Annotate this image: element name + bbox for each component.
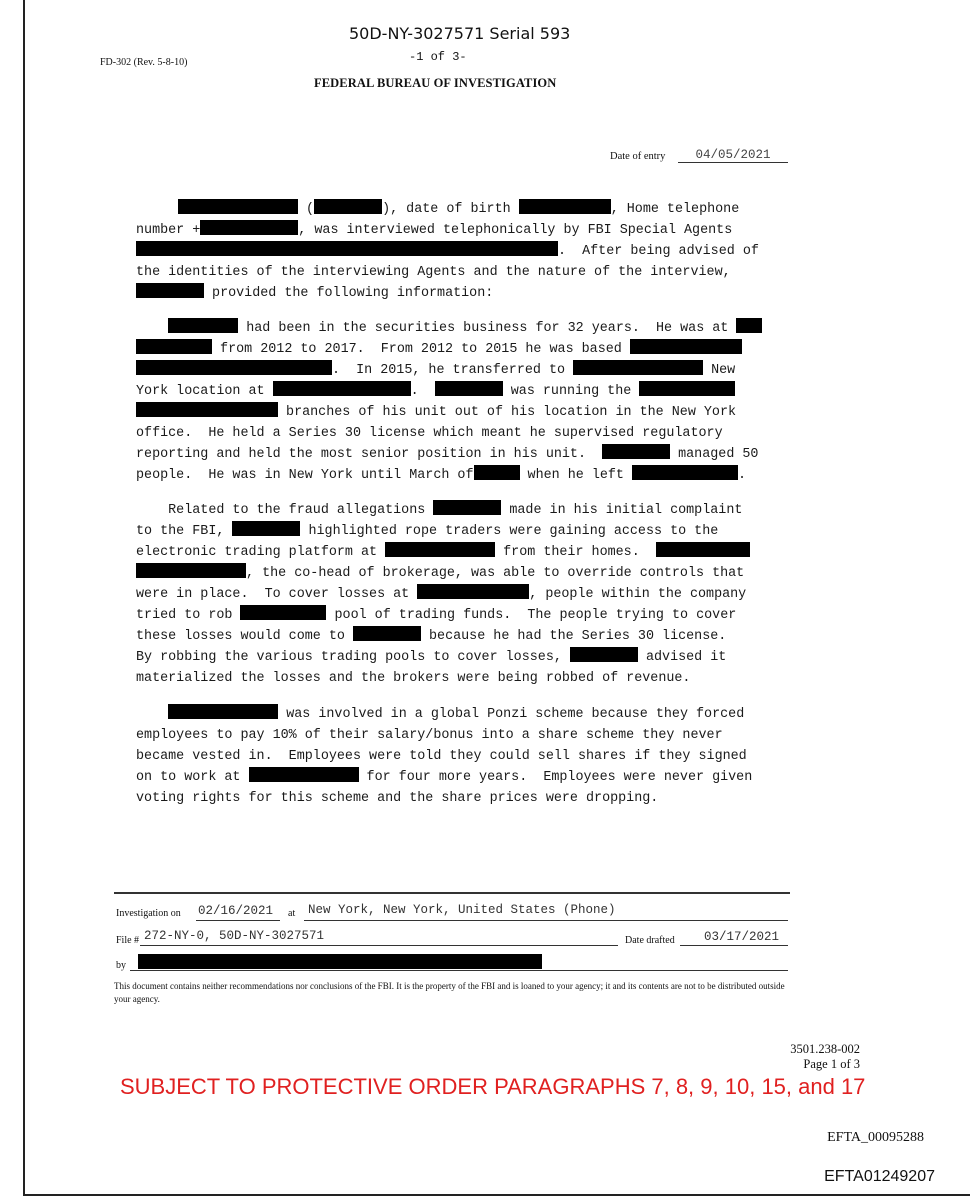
serial-number: 50D-NY-3027571 Serial 593 xyxy=(349,24,571,43)
redaction xyxy=(240,605,326,620)
location-line xyxy=(304,920,788,921)
redaction xyxy=(168,704,278,719)
disclaimer: This document contains neither recommendations nor conclusions of the FBI. It is the property of the FBI and is loaned to your agency; it and its contents are not to be distributed outside your agency. xyxy=(114,981,785,1004)
protective-order-notice: SUBJECT TO PROTECTIVE ORDER PARAGRAPHS 7, 8, 9, 10, 15, and 17 xyxy=(120,1074,866,1099)
date-drafted-line xyxy=(680,945,788,946)
date-of-entry-label: Date of entry xyxy=(610,151,666,162)
efta-stamp-2: EFTA01249207 xyxy=(824,1168,935,1185)
page-marker: -1 of 3- xyxy=(409,50,467,64)
footer-divider xyxy=(114,892,790,894)
paragraph-2: had been in the securities business for 32 years. He was at from 2012 to 2017. From 2012 to 2015 he was based . In 2015, he transferred to New York location at . was running the branches of his unit out of his location in the New York office. He held a Series 30 license which meant he supervised regulatory reporting and held the most senior position in his unit. managed 50 people. He was in New York until March of when he left . xyxy=(136,318,796,486)
efta-stamp-1: EFTA_00095288 xyxy=(827,1130,924,1145)
file-number-value: 272-NY-0, 50D-NY-3027571 xyxy=(144,929,325,943)
paragraph-1: ( ), date of birth , Home telephone number + , was interviewed telephonically by FBI Special Agents . After being advised of the identities of the interviewing Agents and the nature of the interview, provided the following information: xyxy=(136,199,796,304)
redaction xyxy=(573,360,703,375)
redaction xyxy=(273,381,411,396)
paragraph-3: Related to the fraud allegations made in his initial complaint to the FBI, highlighted rope traders were gaining access to the electronic trading platform at from their homes. , the co-head of brokerage, was able to override controls that were in place. To cover losses at , people within the company tried to rob pool of trading funds. The people trying to cover these losses would come to because he had the Series 30 license. By robbing the various trading pools to cover losses, advised it materialized the losses and the brokers were being robbed of revenue. xyxy=(136,500,796,689)
investigation-on-label: Investigation on xyxy=(116,908,181,919)
redaction xyxy=(136,339,212,354)
redaction xyxy=(168,318,238,333)
date-drafted-label: Date drafted xyxy=(625,935,675,946)
redaction xyxy=(417,584,529,599)
file-number-line xyxy=(140,945,618,946)
by-line xyxy=(130,970,788,971)
page-of-label: Page 1 of 3 xyxy=(803,1057,860,1071)
redaction xyxy=(136,563,246,578)
redaction xyxy=(385,542,495,557)
location-value: New York, New York, United States (Phone) xyxy=(308,903,616,917)
investigation-on-value: 02/16/2021 xyxy=(198,904,274,918)
by-label: by xyxy=(116,960,126,971)
redaction xyxy=(519,199,611,214)
redaction xyxy=(353,626,421,641)
redaction xyxy=(435,381,503,396)
redaction xyxy=(314,199,382,214)
file-number-label: File # xyxy=(116,935,140,946)
redaction xyxy=(249,767,359,782)
redaction xyxy=(602,444,670,459)
redaction xyxy=(136,402,278,417)
at-label: at xyxy=(288,908,296,919)
redaction xyxy=(474,465,520,480)
redaction xyxy=(200,220,298,235)
redaction xyxy=(138,954,542,969)
redaction xyxy=(632,465,738,480)
document-number-block xyxy=(790,1042,860,1072)
redaction xyxy=(656,542,750,557)
date-of-entry-value: 04/05/2021 xyxy=(678,148,788,163)
redaction xyxy=(736,318,762,333)
redaction xyxy=(639,381,735,396)
redaction xyxy=(136,241,558,256)
redaction xyxy=(630,339,742,354)
redaction xyxy=(433,500,501,515)
agency-title: FEDERAL BUREAU OF INVESTIGATION xyxy=(314,76,557,90)
paragraph-4: was involved in a global Ponzi scheme because they forced employees to pay 10% of their salary/bonus into a share scheme they never became vested in. Employees were told they could sell shares if they signed on to work at for four more years. Employees were never given voting rights for this scheme and the share prices were dropping. xyxy=(136,704,796,809)
date-drafted-value: 03/17/2021 xyxy=(704,930,780,944)
redaction xyxy=(232,521,300,536)
form-number: FD-302 (Rev. 5-8-10) xyxy=(100,57,188,68)
investigation-on-line xyxy=(196,920,280,921)
redaction xyxy=(136,360,332,375)
redaction xyxy=(570,647,638,662)
redaction xyxy=(178,199,298,214)
document-number: 3501.238-002 xyxy=(790,1042,860,1056)
redaction xyxy=(136,283,204,298)
